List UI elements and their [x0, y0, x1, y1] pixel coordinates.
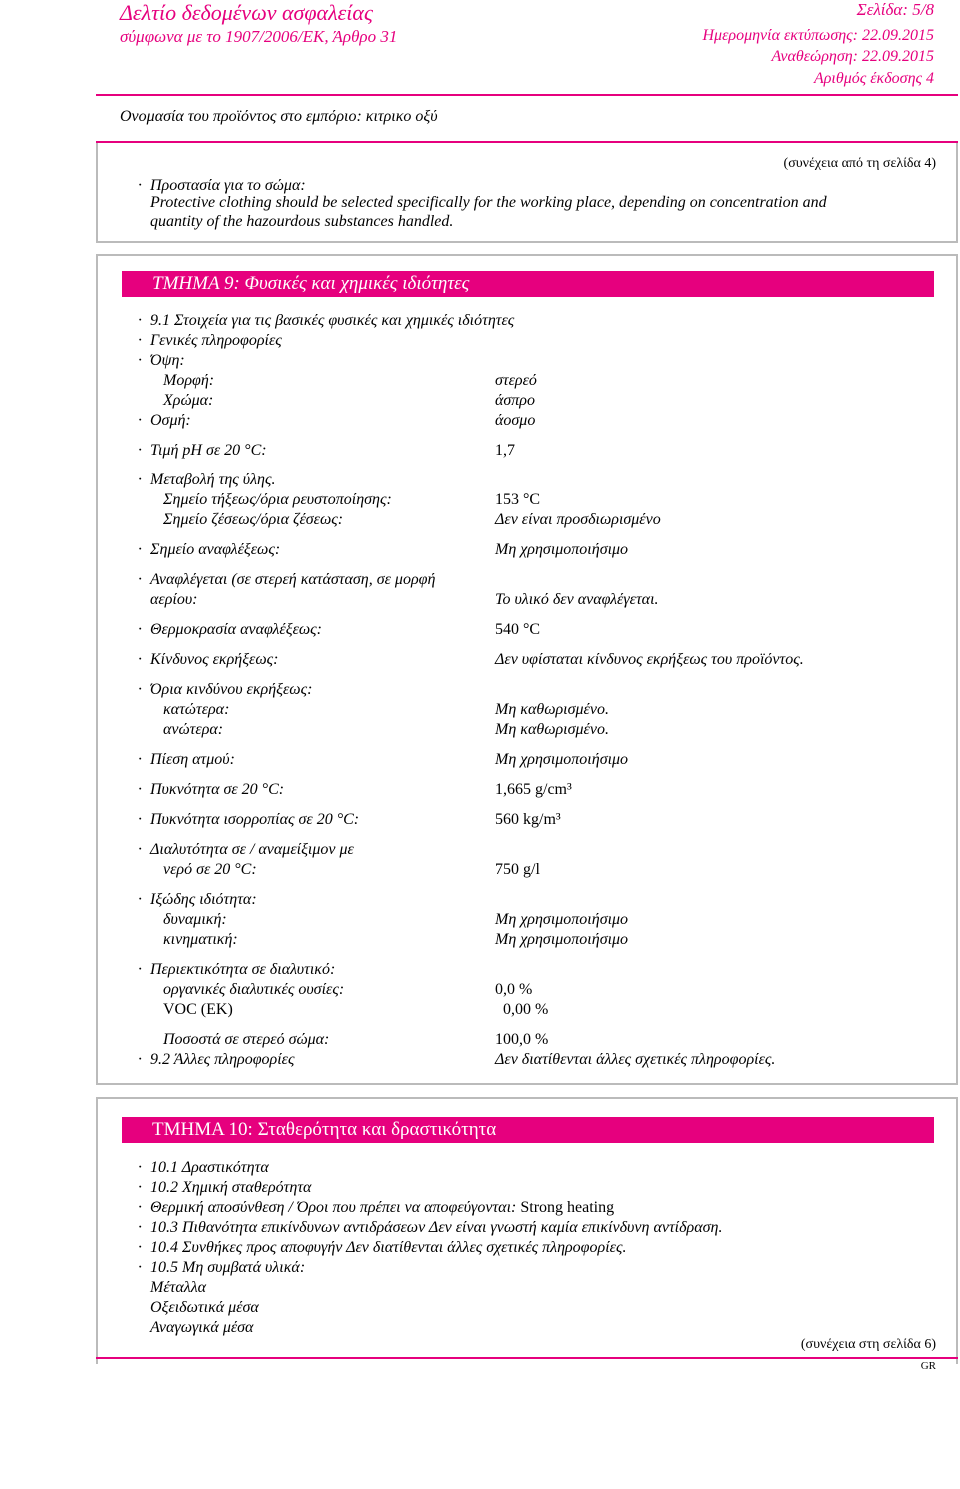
dynamic-viscosity-value: Μη χρησιμοποιήσιμο: [495, 911, 629, 928]
document-title: Δελτίο δεδομένων ασφαλείας: [120, 0, 373, 25]
thermal-decomposition-value: Strong heating: [520, 1199, 615, 1216]
density-value: 1,665 g/cm³: [495, 781, 572, 798]
conditions-to-avoid-label: 10.4 Συνθήκες προς αποφυγήν: [150, 1239, 343, 1256]
section10-heading: ΤΜΗΜΑ 10: Σταθερότητα και δραστικότητα: [122, 1117, 934, 1143]
body-protection-text-1: Protective clothing should be selected specifically for the working place, depending on concentration and: [150, 194, 827, 211]
material-item: Αναγωγικά μέσα: [150, 1319, 254, 1336]
colour-label: Χρώμα:: [163, 392, 214, 409]
incompatible-materials-label: · 10.5 Μη συμβατά υλικά:: [150, 1259, 305, 1277]
reactivity-label: · 10.1 Δραστικότητα: [150, 1159, 269, 1177]
boiling-point-label: Σημείο ζέσεως/όρια ζέσεως:: [163, 511, 344, 528]
flammability-label-1: · Αναφλέγεται (σε στερεή κατάσταση, σε μορφή: [150, 571, 435, 589]
flash-point-label: · Σημείο αναφλέξεως:: [150, 541, 280, 559]
upper-limit-label: ανώτερα:: [163, 721, 224, 738]
page-number: Σελίδα: 5/8: [856, 0, 934, 19]
subsection-9-1: · 9.1 Στοιχεία για τις βασικές φυσικές και χημικές ιδιότητες: [150, 312, 514, 330]
colour-value: άσπρο: [495, 392, 535, 409]
flammability-label-2: αερίου:: [150, 591, 198, 608]
kinematic-viscosity-label: κινηματική:: [163, 931, 238, 948]
appearance-label: · Όψη:: [150, 352, 185, 370]
lower-limit-label: κατώτερα:: [163, 701, 230, 718]
bulk-density-label: · Πυκνότητα ισορροπίας σε 20 °C:: [150, 811, 359, 829]
body-protection-label: · Προστασία για το σώμα:: [150, 177, 306, 195]
header-divider: [96, 94, 958, 96]
kinematic-viscosity-value: Μη χρησιμοποιήσιμο: [495, 931, 629, 948]
melting-point-value: 153 °C: [495, 491, 541, 508]
voc-label: VOC (ΕΚ): [163, 1001, 233, 1018]
solids-content-value: 100,0 %: [495, 1031, 549, 1048]
regulation-subtitle: σύμφωνα με το 1907/2006/ΕΚ, Άρθρο 31: [120, 27, 398, 46]
chemical-stability-label: · 10.2 Χημική σταθερότητα: [150, 1179, 311, 1197]
continued-on: (συνέχεια στη σελίδα 6): [800, 1337, 936, 1352]
density-label: · Πυκνότητα σε 20 °C:: [150, 781, 284, 799]
section9-heading: ΤΜΗΜΑ 9: Φυσικές και χημικές ιδιότητες: [122, 271, 934, 297]
explosion-hazard-value: Δεν υφίσταται κίνδυνος εκρήξεως του προϊόντος.: [495, 651, 804, 668]
product-name: Ονομασία του προϊόντος στο εμπόριο: κιτρικο οξύ: [120, 108, 438, 125]
conditions-to-avoid: [150, 1239, 626, 1257]
vapour-pressure-value: Μη χρησιμοποιήσιμο: [495, 751, 629, 768]
other-info-label: · 9.2 Άλλες πληροφορίες: [150, 1051, 294, 1069]
dynamic-viscosity-label: δυναμική:: [163, 911, 227, 928]
solids-content-label: Ποσοστά σε στερεό σώμα:: [163, 1031, 330, 1048]
solvent-content-label: · Περιεκτικότητα σε διαλυτικό:: [150, 961, 335, 979]
viscosity-label: · Ιξώδης ιδιότητα:: [150, 891, 257, 909]
lower-limit-value: Μη καθωρισμένο.: [495, 701, 609, 718]
thermal-decomposition: [150, 1199, 614, 1217]
form-label: Μορφή:: [163, 372, 215, 389]
melting-point-label: Σημείο τήξεως/όρια ρευστοποίησης:: [163, 491, 392, 508]
material-item: Μέταλλα: [150, 1279, 207, 1296]
material-item: Οξειδωτικά μέσα: [150, 1299, 259, 1316]
explosion-limits-label: · Όρια κινδύνου εκρήξεως:: [150, 681, 312, 699]
solubility-value: 750 g/l: [495, 861, 540, 878]
voc-value: 0,00 %: [503, 1001, 549, 1018]
revision-date: Αναθεώρηση: 22.09.2015: [771, 48, 934, 65]
general-info: · Γενικές πληροφορίες: [150, 332, 282, 350]
change-of-state: · Μεταβολή της ύλης.: [150, 471, 275, 489]
hazardous-reactions-value: Δεν είναι γνωστή καμία επικίνδυνη αντίδραση.: [428, 1219, 723, 1236]
hazardous-reactions-label: 10.3 Πιθανότητα επικίνδυνων αντιδράσεων: [150, 1219, 426, 1236]
solubility-label-2: νερό σε 20 °C:: [163, 861, 257, 878]
version-number: Αριθμός έκδοσης 4: [813, 70, 934, 87]
bulk-density-value: 560 kg/m³: [495, 811, 561, 828]
body-protection-text-2: quantity of the hazourdous substances handled.: [150, 213, 454, 230]
flash-point-value: Μη χρησιμοποιήσιμο: [495, 541, 629, 558]
organic-solvents-value: 0,0 %: [495, 981, 533, 998]
print-date: Ημερομηνία εκτύπωσης: 22.09.2015: [702, 27, 934, 44]
vapour-pressure-label: · Πίεση ατμού:: [150, 751, 235, 769]
ignition-temp-value: 540 °C: [495, 621, 541, 638]
footer-divider: [96, 1357, 958, 1359]
upper-limit-value: Μη καθωρισμένο.: [495, 721, 609, 738]
odour-label: · Οσμή:: [150, 412, 191, 430]
odour-value: άοσμο: [495, 412, 536, 429]
country-code: GR: [920, 1360, 936, 1372]
thermal-decomposition-label: Θερμική αποσύνθεση / Όροι που πρέπει να αποφεύγονται:: [150, 1199, 517, 1216]
ph-label: · Τιμή pH σε 20 °C:: [150, 442, 267, 460]
ignition-temp-label: · Θερμοκρασία αναφλέξεως:: [150, 621, 322, 639]
conditions-to-avoid-value: Δεν διατίθενται άλλες σχετικές πληροφορίες.: [346, 1239, 627, 1256]
explosion-hazard-label: · Κίνδυνος εκρήξεως:: [150, 651, 278, 669]
form-value: στερεό: [495, 372, 537, 389]
other-info-value: Δεν διατίθενται άλλες σχετικές πληροφορίες.: [495, 1051, 776, 1068]
ph-value: 1,7: [495, 442, 515, 459]
flammability-value: Το υλικό δεν αναφλέγεται.: [495, 591, 659, 608]
boiling-point-value: Δεν είναι προσδιωρισμένο: [495, 511, 661, 528]
continued-from: (συνέχεια από τη σελίδα 4): [783, 156, 936, 171]
solubility-label-1: · Διαλυτότητα σε / αναμείξιμον με: [150, 841, 354, 859]
organic-solvents-label: οργανικές διαλυτικές ουσίες:: [163, 981, 345, 998]
hazardous-reactions: [150, 1219, 722, 1237]
